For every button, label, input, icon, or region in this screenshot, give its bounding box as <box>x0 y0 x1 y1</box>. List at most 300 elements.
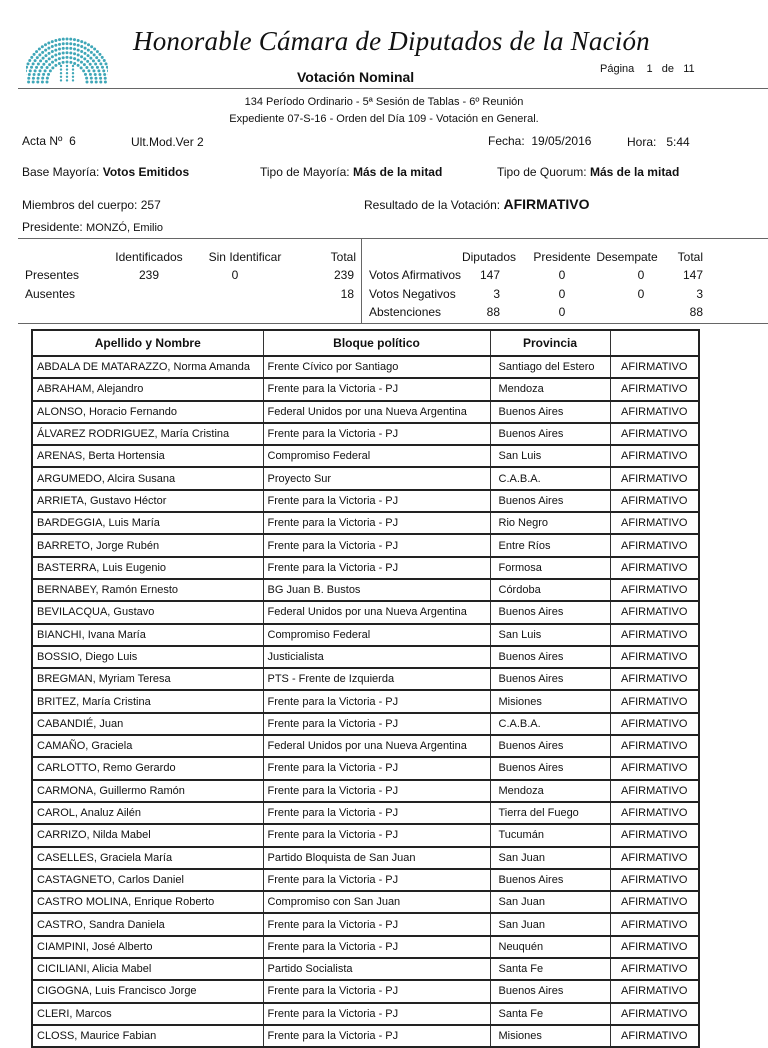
summary-header-presidente: Presidente <box>522 250 602 264</box>
cell-bloque: Frente para la Victoria - PJ <box>263 557 490 579</box>
logo-dot <box>94 63 97 66</box>
cell-provincia: San Juan <box>490 847 610 869</box>
logo-dot <box>91 66 94 69</box>
summary-header-total: Total <box>308 250 356 264</box>
cell-voto: AFIRMATIVO <box>610 467 699 489</box>
cell-bloque: Frente para la Victoria - PJ <box>263 936 490 958</box>
table-row <box>32 802 699 824</box>
logo-dot <box>62 47 65 50</box>
resultado-value: AFIRMATIVO <box>503 196 589 212</box>
logo-dot <box>85 77 88 80</box>
cell-nombre: BOSSIO, Diego Luis <box>32 646 263 668</box>
base-mayoria-value: Votos Emitidos <box>103 165 189 179</box>
logo-dot <box>46 81 49 84</box>
presentes-total: 239 <box>308 268 354 282</box>
table-row <box>32 646 699 668</box>
session-line: 134 Período Ordinario - 5ª Sesión de Tablas - 6º Reunión <box>0 96 768 108</box>
logo-dot <box>58 48 61 51</box>
cell-nombre: BARRETO, Jorge Rubén <box>32 534 263 556</box>
logo-dot <box>48 63 51 66</box>
logo-dot <box>99 62 102 65</box>
cell-nombre: CIGOGNA, Luis Francisco Jorge <box>32 980 263 1002</box>
cell-provincia: Misiones <box>490 1025 610 1047</box>
logo-dot <box>62 52 65 55</box>
summary-header-diputados: Diputados <box>438 250 516 264</box>
cell-provincia: Buenos Aires <box>490 401 610 423</box>
cell-bloque: Frente para la Victoria - PJ <box>263 713 490 735</box>
cell-provincia: Entre Ríos <box>490 534 610 556</box>
cell-voto: AFIRMATIVO <box>610 534 699 556</box>
logo-dot <box>104 81 107 84</box>
logo-dot <box>54 59 57 62</box>
cell-provincia: Buenos Aires <box>490 601 610 623</box>
logo-dot <box>41 81 44 84</box>
cell-nombre: BREGMAN, Myriam Teresa <box>32 668 263 690</box>
cell-bloque: Frente para la Victoria - PJ <box>263 512 490 534</box>
cell-provincia: San Juan <box>490 913 610 935</box>
logo-dot <box>93 53 96 56</box>
logo-dot <box>83 57 86 60</box>
cell-voto: AFIRMATIVO <box>610 757 699 779</box>
cell-bloque: Frente para la Victoria - PJ <box>263 378 490 400</box>
logo-dot <box>66 56 69 59</box>
cell-bloque: Frente para la Victoria - PJ <box>263 534 490 556</box>
cell-nombre: ARRIETA, Gustavo Héctor <box>32 490 263 512</box>
negativos-desempate: 0 <box>621 287 661 301</box>
cell-voto: AFIRMATIVO <box>610 668 699 690</box>
document-title: Votación Nominal <box>297 69 414 85</box>
table-row <box>32 913 699 935</box>
table-row <box>32 869 699 891</box>
logo-dot <box>54 49 57 52</box>
cell-bloque: Frente para la Victoria - PJ <box>263 690 490 712</box>
summary-header-identificados: Identificados <box>106 250 192 264</box>
miembros-label: Miembros del cuerpo: <box>22 198 137 212</box>
cell-nombre: CABANDIÉ, Juan <box>32 713 263 735</box>
tipo-quorum-value: Más de la mitad <box>590 165 679 179</box>
table-row <box>32 445 699 467</box>
cell-voto: AFIRMATIVO <box>610 356 699 378</box>
cell-nombre: CLERI, Marcos <box>32 1003 263 1025</box>
cell-nombre: ÁLVAREZ RODRIGUEZ, María Cristina <box>32 423 263 445</box>
logo-dot <box>58 57 61 60</box>
logo-dot <box>47 73 50 76</box>
table-row <box>32 1025 699 1047</box>
logo-dot <box>77 64 80 67</box>
cell-provincia: Mendoza <box>490 780 610 802</box>
logo-dot <box>44 54 47 57</box>
logo-dot <box>73 48 76 51</box>
logo-dot <box>66 42 69 45</box>
logo-dot <box>30 66 33 69</box>
base-mayoria-field <box>22 165 189 179</box>
logo-dot <box>51 61 54 64</box>
logo-dot <box>37 77 40 80</box>
cell-voto: AFIRMATIVO <box>610 713 699 735</box>
cell-nombre: CAROL, Analuz Ailén <box>32 802 263 824</box>
cell-nombre: CASTRO MOLINA, Enrique Roberto <box>32 891 263 913</box>
cell-voto: AFIRMATIVO <box>610 891 699 913</box>
table-row <box>32 579 699 601</box>
table-row <box>32 534 699 556</box>
afirmativos-label: Votos Afirmativos <box>369 268 461 282</box>
cell-provincia: Tierra del Fuego <box>490 802 610 824</box>
logo-dot <box>95 56 98 59</box>
cell-voto: AFIRMATIVO <box>610 1003 699 1025</box>
logo-dot <box>82 69 85 72</box>
logo-dot <box>89 63 92 66</box>
logo-dot <box>90 77 93 80</box>
logo-dot <box>32 62 35 65</box>
logo-dot <box>73 38 76 41</box>
logo-dot <box>73 57 76 60</box>
logo-dot <box>96 50 99 53</box>
logo-dot <box>66 38 69 41</box>
page-of: de <box>662 63 674 75</box>
logo-dot <box>77 39 80 42</box>
cell-nombre: ABDALA DE MATARAZZO, Norma Amanda <box>32 356 263 378</box>
page-total: 11 <box>683 63 694 75</box>
logo-dot <box>86 81 89 84</box>
logo-dot <box>44 49 47 52</box>
summary-header-sin-identificar: Sin Identificar <box>196 250 294 264</box>
cell-nombre: ALONSO, Horacio Fernando <box>32 401 263 423</box>
cell-bloque: Proyecto Sur <box>263 467 490 489</box>
cell-nombre: BASTERRA, Luis Eugenio <box>32 557 263 579</box>
logo-dot <box>33 53 36 56</box>
logo-dot <box>34 69 37 72</box>
logo-dot <box>51 66 54 69</box>
chamber-logo-icon <box>26 28 108 84</box>
logo-dot <box>72 72 74 74</box>
logo-dot <box>30 56 33 59</box>
acta-value: 6 <box>69 134 76 148</box>
logo-dot <box>84 73 87 76</box>
cell-voto: AFIRMATIVO <box>610 847 699 869</box>
cell-bloque: Frente para la Victoria - PJ <box>263 802 490 824</box>
cell-provincia: Santa Fe <box>490 958 610 980</box>
cell-bloque: BG Juan B. Bustos <box>263 579 490 601</box>
table-row <box>32 958 699 980</box>
logo-dot <box>97 69 100 72</box>
logo-dot <box>27 62 30 65</box>
logo-dot <box>86 60 89 63</box>
logo-dot <box>92 69 95 72</box>
file-line: Expediente 07-S-16 - Orden del Día 109 - Votación en General. <box>0 113 768 125</box>
table-row <box>32 757 699 779</box>
cell-provincia: Buenos Aires <box>490 423 610 445</box>
cell-provincia: San Luis <box>490 624 610 646</box>
cell-voto: AFIRMATIVO <box>610 512 699 534</box>
logo-dot <box>38 48 41 51</box>
logo-dot <box>80 55 83 58</box>
resultado-field <box>364 196 590 212</box>
table-row <box>32 601 699 623</box>
logo-dot <box>28 59 31 62</box>
logo-dot <box>26 66 28 69</box>
cell-bloque: Frente para la Victoria - PJ <box>263 824 490 846</box>
cell-nombre: CARLOTTO, Remo Gerardo <box>32 757 263 779</box>
table-row <box>32 668 699 690</box>
logo-dot <box>51 40 54 43</box>
col-header-bloque: Bloque político <box>263 330 490 356</box>
logo-dot <box>62 56 65 59</box>
vote-table <box>31 329 700 1048</box>
logo-dot <box>37 73 40 76</box>
logo-dot <box>66 76 68 78</box>
logo-dot <box>48 57 51 60</box>
acta-label: Acta Nº <box>22 134 62 148</box>
logo-dot <box>95 81 98 84</box>
logo-dot <box>69 52 72 55</box>
cell-provincia: Rio Negro <box>490 512 610 534</box>
summary-divider <box>361 239 362 323</box>
tipo-mayoria-value: Más de la mitad <box>353 165 442 179</box>
page-indicator <box>600 63 695 75</box>
cell-bloque: Frente para la Victoria - PJ <box>263 757 490 779</box>
logo-dot <box>62 38 65 41</box>
hora-label: Hora: <box>627 135 656 149</box>
cell-bloque: Partido Bloquista de San Juan <box>263 847 490 869</box>
presentes-label: Presentes <box>25 268 79 282</box>
logo-dot <box>47 42 50 45</box>
logo-dot <box>54 44 57 47</box>
logo-dot <box>66 68 68 70</box>
logo-dot <box>49 69 52 72</box>
logo-dot <box>69 47 72 50</box>
logo-dot <box>26 69 27 72</box>
logo-dot <box>93 48 96 51</box>
table-row <box>32 824 699 846</box>
logo-dot <box>60 65 62 67</box>
negativos-presidente: 0 <box>542 287 582 301</box>
logo-dot <box>51 55 54 58</box>
cell-voto: AFIRMATIVO <box>610 646 699 668</box>
table-row <box>32 713 699 735</box>
logo-dot <box>32 77 35 80</box>
logo-dot <box>106 66 108 69</box>
logo-dot <box>42 73 45 76</box>
logo-dot <box>33 73 36 76</box>
cell-voto: AFIRMATIVO <box>610 378 699 400</box>
ausentes-total: 18 <box>308 287 354 301</box>
logo-dot <box>41 45 44 48</box>
cell-bloque: Partido Socialista <box>263 958 490 980</box>
logo-dot <box>39 69 42 72</box>
cell-voto: AFIRMATIVO <box>610 490 699 512</box>
logo-dot <box>80 45 83 48</box>
logo-dot <box>38 53 41 56</box>
logo-dot <box>103 59 106 62</box>
logo-dot <box>94 77 97 80</box>
table-header-row <box>32 330 699 356</box>
logo-dot <box>90 51 93 54</box>
presidente-field <box>22 220 163 234</box>
cell-provincia: Buenos Aires <box>490 646 610 668</box>
cell-provincia: Córdoba <box>490 579 610 601</box>
afirmativos-total: 147 <box>658 268 703 282</box>
cell-bloque: Federal Unidos por una Nueva Argentina <box>263 401 490 423</box>
logo-dot <box>60 76 62 78</box>
summary-header-total-right: Total <box>658 250 703 264</box>
cell-provincia: Buenos Aires <box>490 490 610 512</box>
logo-dot <box>77 54 80 57</box>
logo-dot <box>58 43 61 46</box>
table-row <box>32 847 699 869</box>
tipo-quorum-label: Tipo de Quorum: <box>497 165 587 179</box>
col-header-voto <box>610 330 699 356</box>
cell-nombre: BRITEZ, María Cristina <box>32 690 263 712</box>
table-row <box>32 401 699 423</box>
negativos-label: Votos Negativos <box>369 287 456 301</box>
logo-dot <box>101 66 104 69</box>
cell-provincia: San Luis <box>490 445 610 467</box>
logo-dot <box>66 79 68 81</box>
logo-dot <box>66 72 68 74</box>
logo-dot <box>87 43 90 46</box>
cell-voto: AFIRMATIVO <box>610 423 699 445</box>
logo-dot <box>42 57 45 60</box>
logo-dot <box>27 81 30 84</box>
page-current: 1 <box>647 63 653 75</box>
logo-dot <box>85 66 88 69</box>
logo-dot <box>80 61 83 64</box>
logo-dot <box>72 79 74 81</box>
presentes-sin-identificar: 0 <box>196 268 274 282</box>
logo-dot <box>41 51 44 54</box>
chamber-title: Honorable Cámara de Diputados de la Nación <box>133 26 650 57</box>
afirmativos-desempate: 0 <box>621 268 661 282</box>
logo-dot <box>66 47 69 50</box>
cell-provincia: C.A.B.A. <box>490 467 610 489</box>
ult-mod: Ult.Mod.Ver 2 <box>131 135 204 149</box>
logo-dot <box>28 73 31 76</box>
cell-voto: AFIRMATIVO <box>610 445 699 467</box>
logo-dot <box>60 72 62 74</box>
cell-bloque: Compromiso Federal <box>263 445 490 467</box>
cell-bloque: Frente Cívico por Santiago <box>263 356 490 378</box>
hora-field <box>627 135 690 149</box>
logo-dot <box>99 81 102 84</box>
logo-dot <box>77 59 80 62</box>
logo-dot <box>58 52 61 55</box>
logo-dot <box>84 47 87 50</box>
resultado-label: Resultado de la Votación: <box>364 198 500 212</box>
cell-voto: AFIRMATIVO <box>610 624 699 646</box>
logo-dot <box>41 77 44 80</box>
logo-dot <box>48 52 51 55</box>
cell-nombre: CASELLES, Graciela María <box>32 847 263 869</box>
logo-dot <box>69 56 72 59</box>
cell-voto: AFIRMATIVO <box>610 936 699 958</box>
logo-dot <box>87 54 90 57</box>
logo-dot <box>66 65 68 67</box>
cell-nombre: BARDEGGIA, Luis María <box>32 512 263 534</box>
table-row <box>32 735 699 757</box>
cell-voto: AFIRMATIVO <box>610 913 699 935</box>
cell-provincia: Formosa <box>490 557 610 579</box>
logo-dot <box>54 54 57 57</box>
logo-dot <box>36 56 39 59</box>
logo-dot <box>98 73 101 76</box>
cell-bloque: Frente para la Victoria - PJ <box>263 423 490 445</box>
logo-dot <box>35 66 38 69</box>
cell-nombre: BERNABEY, Ramón Ernesto <box>32 579 263 601</box>
cell-bloque: Frente para la Victoria - PJ <box>263 490 490 512</box>
cell-voto: AFIRMATIVO <box>610 869 699 891</box>
header-divider <box>18 88 768 89</box>
cell-bloque: Frente para la Victoria - PJ <box>263 869 490 891</box>
presidente-value: MONZÓ, Emilio <box>86 222 163 234</box>
logo-dot <box>51 45 54 48</box>
afirmativos-diputados: 147 <box>458 268 500 282</box>
cell-nombre: ARGUMEDO, Alcira Susana <box>32 467 263 489</box>
table-row <box>32 980 699 1002</box>
logo-dot <box>99 77 102 80</box>
logo-dot <box>89 73 92 76</box>
logo-dot <box>72 68 74 70</box>
cell-bloque: Frente para la Victoria - PJ <box>263 1003 490 1025</box>
cell-bloque: Federal Unidos por una Nueva Argentina <box>263 735 490 757</box>
logo-dot <box>34 59 37 62</box>
logo-dot <box>80 50 83 53</box>
table-row <box>32 378 699 400</box>
table-row <box>32 423 699 445</box>
logo-dot <box>96 66 99 69</box>
col-header-nombre: Apellido y Nombre <box>32 330 263 356</box>
table-row <box>32 624 699 646</box>
logo-dot <box>46 77 49 80</box>
cell-voto: AFIRMATIVO <box>610 735 699 757</box>
logo-dot <box>29 69 32 72</box>
logo-dot <box>36 81 39 84</box>
logo-dot <box>58 38 61 41</box>
cell-bloque: Frente para la Victoria - PJ <box>263 913 490 935</box>
logo-dot <box>83 63 86 66</box>
cell-provincia: Buenos Aires <box>490 869 610 891</box>
logo-dot <box>89 57 92 60</box>
logo-dot <box>62 61 65 64</box>
page-label: Página <box>600 63 634 75</box>
cell-voto: AFIRMATIVO <box>610 601 699 623</box>
logo-dot <box>87 49 90 52</box>
logo-dot <box>72 76 74 78</box>
table-row <box>32 356 699 378</box>
logo-dot <box>60 68 62 70</box>
logo-dot <box>39 59 42 62</box>
cell-provincia: Misiones <box>490 690 610 712</box>
table-row <box>32 1003 699 1025</box>
table-row <box>32 557 699 579</box>
logo-dot <box>80 40 83 43</box>
table-row <box>32 690 699 712</box>
logo-dot <box>101 56 104 59</box>
logo-dot <box>102 69 105 72</box>
negativos-diputados: 3 <box>458 287 500 301</box>
logo-dot <box>104 77 107 80</box>
logo-dot <box>35 50 38 53</box>
table-row <box>32 891 699 913</box>
logo-dot <box>66 61 69 64</box>
table-row <box>32 490 699 512</box>
summary-header-desempate: Desempate <box>592 250 662 264</box>
logo-dot <box>98 53 101 56</box>
logo-dot <box>77 49 80 52</box>
logo-dot <box>69 61 72 64</box>
logo-dot <box>92 59 95 62</box>
base-mayoria-label: Base Mayoría: <box>22 165 99 179</box>
fecha-value: 19/05/2016 <box>531 134 591 148</box>
